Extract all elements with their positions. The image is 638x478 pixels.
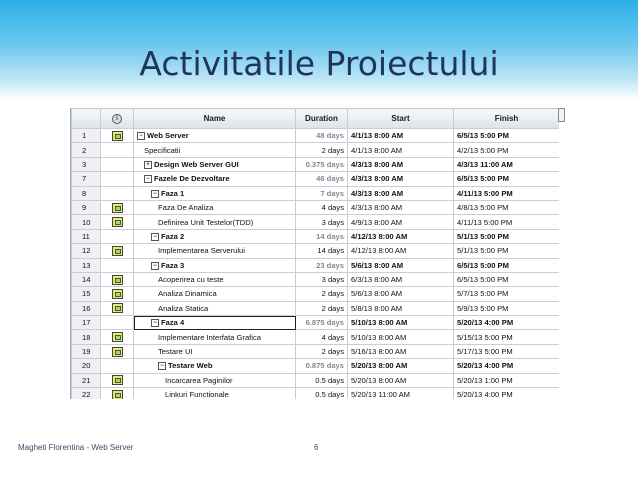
table-row[interactable] [72,244,560,258]
task-finish[interactable]: 6/5/13 5:00 PM [454,129,560,143]
task-finish[interactable]: 5/7/13 5:00 PM [454,287,560,301]
row-id[interactable]: 22 [72,388,101,399]
task-start[interactable]: 5/10/13 8:00 AM [348,316,454,330]
task-name: Incarcarea Paginilor [165,375,233,385]
task-finish[interactable]: 4/3/13 11:00 AM [454,157,560,171]
task-note-icon[interactable] [112,390,123,399]
table-row[interactable] [72,129,560,143]
task-start[interactable]: 4/3/13 8:00 AM [348,186,454,200]
collapse-icon[interactable]: − [137,132,145,140]
task-duration[interactable]: 14 days [296,229,348,243]
task-note-icon[interactable] [112,375,123,385]
task-name: Implementarea Serverului [158,246,245,256]
task-duration[interactable]: 4 days [296,330,348,344]
task-note-icon[interactable] [112,217,123,227]
task-name-cell[interactable] [134,373,296,387]
task-finish[interactable]: 4/8/13 5:00 PM [454,200,560,214]
table-row[interactable] [72,373,560,387]
expand-icon[interactable]: + [144,161,152,169]
info-icon: i [112,114,122,124]
collapse-icon[interactable]: − [151,233,159,241]
task-start[interactable]: 4/3/13 8:00 AM [348,200,454,214]
row-id[interactable]: 19 [72,344,101,358]
task-name-cell[interactable] [134,244,296,258]
task-name: Analiza Statica [158,303,209,313]
task-name: Specificatii [144,145,181,155]
task-finish[interactable]: 4/2/13 5:00 PM [454,143,560,157]
task-duration[interactable]: 23 days [296,258,348,272]
collapse-icon[interactable]: − [144,175,152,183]
task-finish[interactable]: 5/1/13 5:00 PM [454,244,560,258]
task-name-cell[interactable] [134,330,296,344]
indicator-cell [101,330,134,344]
row-id[interactable]: 1 [72,129,101,143]
table-row[interactable] [72,359,560,373]
indicator-cell [101,272,134,286]
row-id[interactable]: 10 [72,215,101,229]
task-duration[interactable]: 0.5 days [296,388,348,399]
row-id[interactable]: 15 [72,287,101,301]
gantt-task-table [70,108,559,399]
row-id[interactable]: 7 [72,172,101,186]
indicator-cell [101,229,134,243]
row-id[interactable]: 16 [72,301,101,315]
task-name-cell[interactable] [134,157,296,171]
task-note-icon[interactable] [112,131,123,141]
indicator-cell [101,129,134,143]
duration-column-header[interactable]: Duration [296,109,348,129]
task-start[interactable]: 4/12/13 8:00 AM [348,244,454,258]
task-name: Faza 1 [161,188,185,198]
slide-footer: Magheti Florentina - Web Server [18,443,134,452]
task-name-cell[interactable] [134,344,296,358]
indicator-cell [101,287,134,301]
row-id[interactable]: 2 [72,143,101,157]
task-name: Faza De Analiza [158,203,214,213]
indicator-cell [101,344,134,358]
task-name-cell[interactable] [134,316,296,330]
task-name-cell[interactable] [134,359,296,373]
task-name: Design Web Server GUI [154,159,239,169]
task-finish[interactable]: 6/5/13 5:00 PM [454,272,560,286]
task-finish[interactable]: 5/20/13 4:00 PM [454,359,560,373]
task-duration[interactable]: 0.875 days [296,359,348,373]
indicator-cell [101,316,134,330]
task-note-icon[interactable] [112,332,123,342]
task-name: Analiza Dinamica [158,289,217,299]
indicator-column-header[interactable] [101,109,134,129]
name-column-header[interactable]: Name [134,109,296,129]
collapse-icon[interactable]: − [151,262,159,270]
task-duration[interactable]: 3 days [296,215,348,229]
row-id[interactable]: 8 [72,186,101,200]
task-duration[interactable]: 7 days [296,186,348,200]
task-finish[interactable]: 4/11/13 5:00 PM [454,215,560,229]
task-start[interactable]: 4/3/13 8:00 AM [348,157,454,171]
indicator-cell [101,244,134,258]
task-finish[interactable]: 4/11/13 5:00 PM [454,186,560,200]
task-note-icon[interactable] [112,203,123,213]
task-duration[interactable]: 6.875 days [296,316,348,330]
task-name-cell[interactable] [134,143,296,157]
task-start[interactable]: 5/6/13 8:00 AM [348,258,454,272]
task-name: Testare UI [158,347,193,357]
row-id[interactable]: 11 [72,229,101,243]
task-start[interactable]: 4/9/13 8:00 AM [348,215,454,229]
task-name-cell[interactable] [134,129,296,143]
start-column-header[interactable]: Start [348,109,454,129]
task-start[interactable]: 4/1/13 8:00 AM [348,129,454,143]
indicator-cell [101,186,134,200]
task-finish[interactable]: 5/20/13 4:00 PM [454,316,560,330]
task-duration[interactable]: 2 days [296,344,348,358]
task-rows [72,129,560,400]
task-finish[interactable]: 6/5/13 5:00 PM [454,172,560,186]
task-note-icon[interactable] [112,289,123,299]
indicator-cell [101,157,134,171]
indicator-cell [101,258,134,272]
table-row[interactable] [72,388,560,399]
row-id[interactable]: 18 [72,330,101,344]
task-finish[interactable]: 5/15/13 5:00 PM [454,330,560,344]
indicator-cell [101,200,134,214]
task-name: Fazele De Dezvoltare [154,174,230,184]
table-row[interactable] [72,143,560,157]
row-id[interactable]: 9 [72,200,101,214]
task-note-icon[interactable] [112,246,123,256]
task-name: Acoperirea cu teste [158,275,224,285]
task-name: Web Server [147,131,189,141]
collapse-icon[interactable]: − [151,190,159,198]
table-header-row [72,109,560,129]
task-duration[interactable]: 4 days [296,200,348,214]
task-start[interactable]: 5/6/13 8:00 AM [348,287,454,301]
task-finish[interactable]: 5/20/13 4:00 PM [454,388,560,399]
task-name-cell[interactable] [134,172,296,186]
row-id[interactable]: 3 [72,157,101,171]
collapse-icon[interactable]: − [158,362,166,370]
task-duration[interactable]: 46 days [296,172,348,186]
table-row[interactable] [72,215,560,229]
task-start[interactable]: 5/20/13 11:00 AM [348,388,454,399]
table-row[interactable] [72,316,560,330]
task-table [71,108,559,399]
indicator-cell [101,143,134,157]
task-start[interactable]: 5/16/13 8:00 AM [348,344,454,358]
task-name: Faza 3 [161,260,185,270]
indicator-cell [101,388,134,399]
task-name: Linkuri Functionale [165,390,229,399]
table-row[interactable] [72,229,560,243]
task-start[interactable]: 4/1/13 8:00 AM [348,143,454,157]
task-name: Testare Web [168,361,213,371]
table-row[interactable] [72,301,560,315]
table-row[interactable] [72,272,560,286]
table-row[interactable] [72,157,560,171]
task-note-icon[interactable] [112,275,123,285]
row-id[interactable]: 17 [72,316,101,330]
slide-title: Activitatile Proiectului [139,44,499,83]
table-row[interactable] [72,258,560,272]
row-id[interactable]: 20 [72,359,101,373]
task-duration[interactable]: 2 days [296,301,348,315]
task-start[interactable]: 4/3/13 8:00 AM [348,172,454,186]
task-name-cell[interactable] [134,287,296,301]
task-finish[interactable]: 5/17/13 5:00 PM [454,344,560,358]
task-name-cell[interactable] [134,272,296,286]
task-duration[interactable]: 3 days [296,272,348,286]
task-start[interactable]: 5/20/13 8:00 AM [348,373,454,387]
indicator-cell [101,373,134,387]
indicator-cell [101,172,134,186]
task-duration[interactable]: 14 days [296,244,348,258]
task-name-cell[interactable] [134,229,296,243]
task-start[interactable]: 5/10/13 8:00 AM [348,330,454,344]
task-duration[interactable]: 0.5 days [296,373,348,387]
task-name: Implementare Interfata Grafica [158,332,261,342]
row-id[interactable]: 21 [72,373,101,387]
table-row[interactable] [72,330,560,344]
task-name: Faza 4 [161,318,185,328]
task-start[interactable]: 4/12/13 8:00 AM [348,229,454,243]
table-row[interactable] [72,344,560,358]
task-finish[interactable]: 5/20/13 1:00 PM [454,373,560,387]
task-note-icon[interactable] [112,303,123,313]
task-name: Definirea Unit Testelor(TDD) [158,217,254,227]
task-finish[interactable]: 5/1/13 5:00 PM [454,229,560,243]
task-name-cell[interactable] [134,200,296,214]
task-start[interactable]: 5/20/13 8:00 AM [348,359,454,373]
collapse-icon[interactable]: − [151,319,159,327]
task-name-cell[interactable] [134,186,296,200]
table-row[interactable] [72,172,560,186]
task-finish[interactable]: 5/9/13 5:00 PM [454,301,560,315]
indicator-cell [101,359,134,373]
task-duration[interactable]: 48 days [296,129,348,143]
task-name-cell[interactable] [134,388,296,399]
task-name: Faza 2 [161,231,185,241]
table-row[interactable] [72,186,560,200]
task-duration[interactable]: 0.375 days [296,157,348,171]
row-id[interactable]: 12 [72,244,101,258]
indicator-cell [101,215,134,229]
task-start[interactable]: 6/3/13 8:00 AM [348,272,454,286]
indicator-cell [101,301,134,315]
task-name-cell[interactable] [134,215,296,229]
row-id[interactable]: 13 [72,258,101,272]
id-column-header[interactable] [72,109,101,129]
task-duration[interactable]: 2 days [296,143,348,157]
finish-column-header[interactable]: Finish [454,109,560,129]
scroll-handle[interactable] [558,108,565,122]
task-finish[interactable]: 6/5/13 5:00 PM [454,258,560,272]
page-number: 6 [314,443,319,452]
table-row[interactable] [72,200,560,214]
task-name-cell[interactable] [134,258,296,272]
task-start[interactable]: 5/8/13 8:00 AM [348,301,454,315]
table-row[interactable] [72,287,560,301]
task-duration[interactable]: 2 days [296,287,348,301]
task-note-icon[interactable] [112,347,123,357]
task-name-cell[interactable] [134,301,296,315]
row-id[interactable]: 14 [72,272,101,286]
